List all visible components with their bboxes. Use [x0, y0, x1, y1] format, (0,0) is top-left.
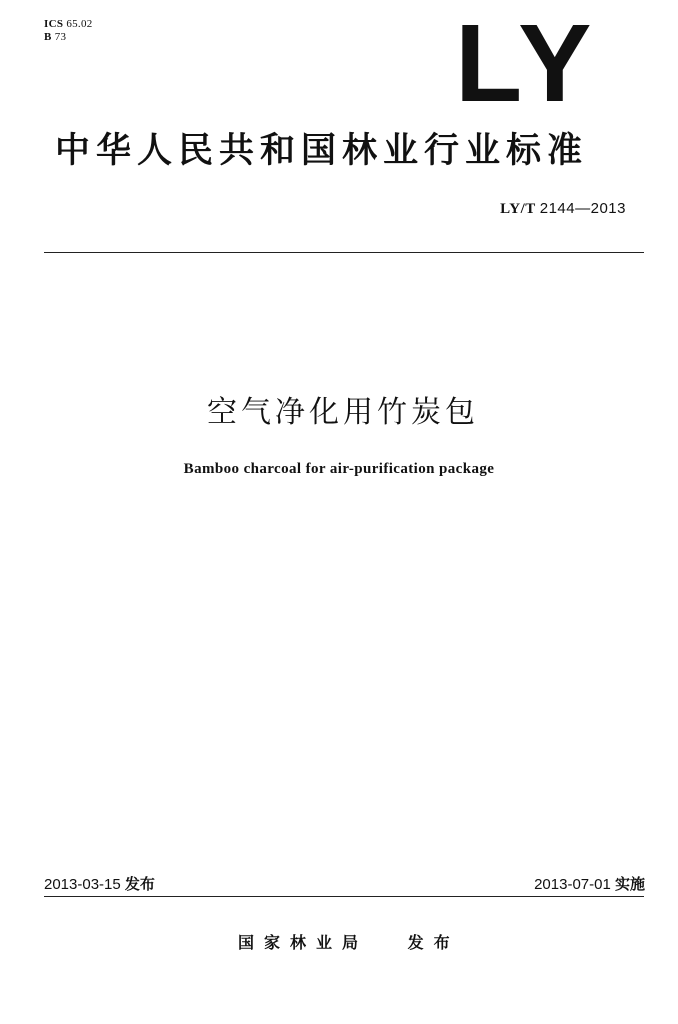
- effective-label: 实施: [614, 875, 645, 893]
- ccs-code-line: [44, 31, 93, 44]
- ics-code: 65.02: [66, 18, 93, 30]
- issue-label: 发布: [124, 875, 155, 893]
- standard-number: [500, 200, 626, 218]
- ly-logo: LY: [455, 2, 598, 125]
- publisher-line: [238, 932, 460, 954]
- classification-codes: [44, 18, 93, 44]
- standard-category-title: 中华人民共和国林业行业标准: [55, 131, 589, 171]
- bottom-divider: [44, 896, 644, 897]
- ics-label: ICS: [44, 18, 64, 30]
- standard-number-prefix: LY/T: [500, 201, 536, 217]
- ccs-label: B: [44, 31, 52, 43]
- publisher-name: 国家林业局: [238, 933, 369, 952]
- ccs-code: 73: [54, 31, 67, 43]
- document-title-cn: 空气净化用竹炭包: [207, 395, 479, 430]
- standard-number-value: 2144—2013: [539, 200, 626, 217]
- ics-code-line: [44, 18, 93, 31]
- effective-date-block: [534, 874, 645, 895]
- issue-date: 2013-03-15: [44, 876, 121, 893]
- effective-date: 2013-07-01: [534, 876, 611, 893]
- issue-date-block: [44, 874, 155, 895]
- document-title-en: Bamboo charcoal for air-purification package: [183, 461, 495, 477]
- top-divider: [44, 252, 644, 253]
- publisher-action: 发布: [407, 933, 460, 952]
